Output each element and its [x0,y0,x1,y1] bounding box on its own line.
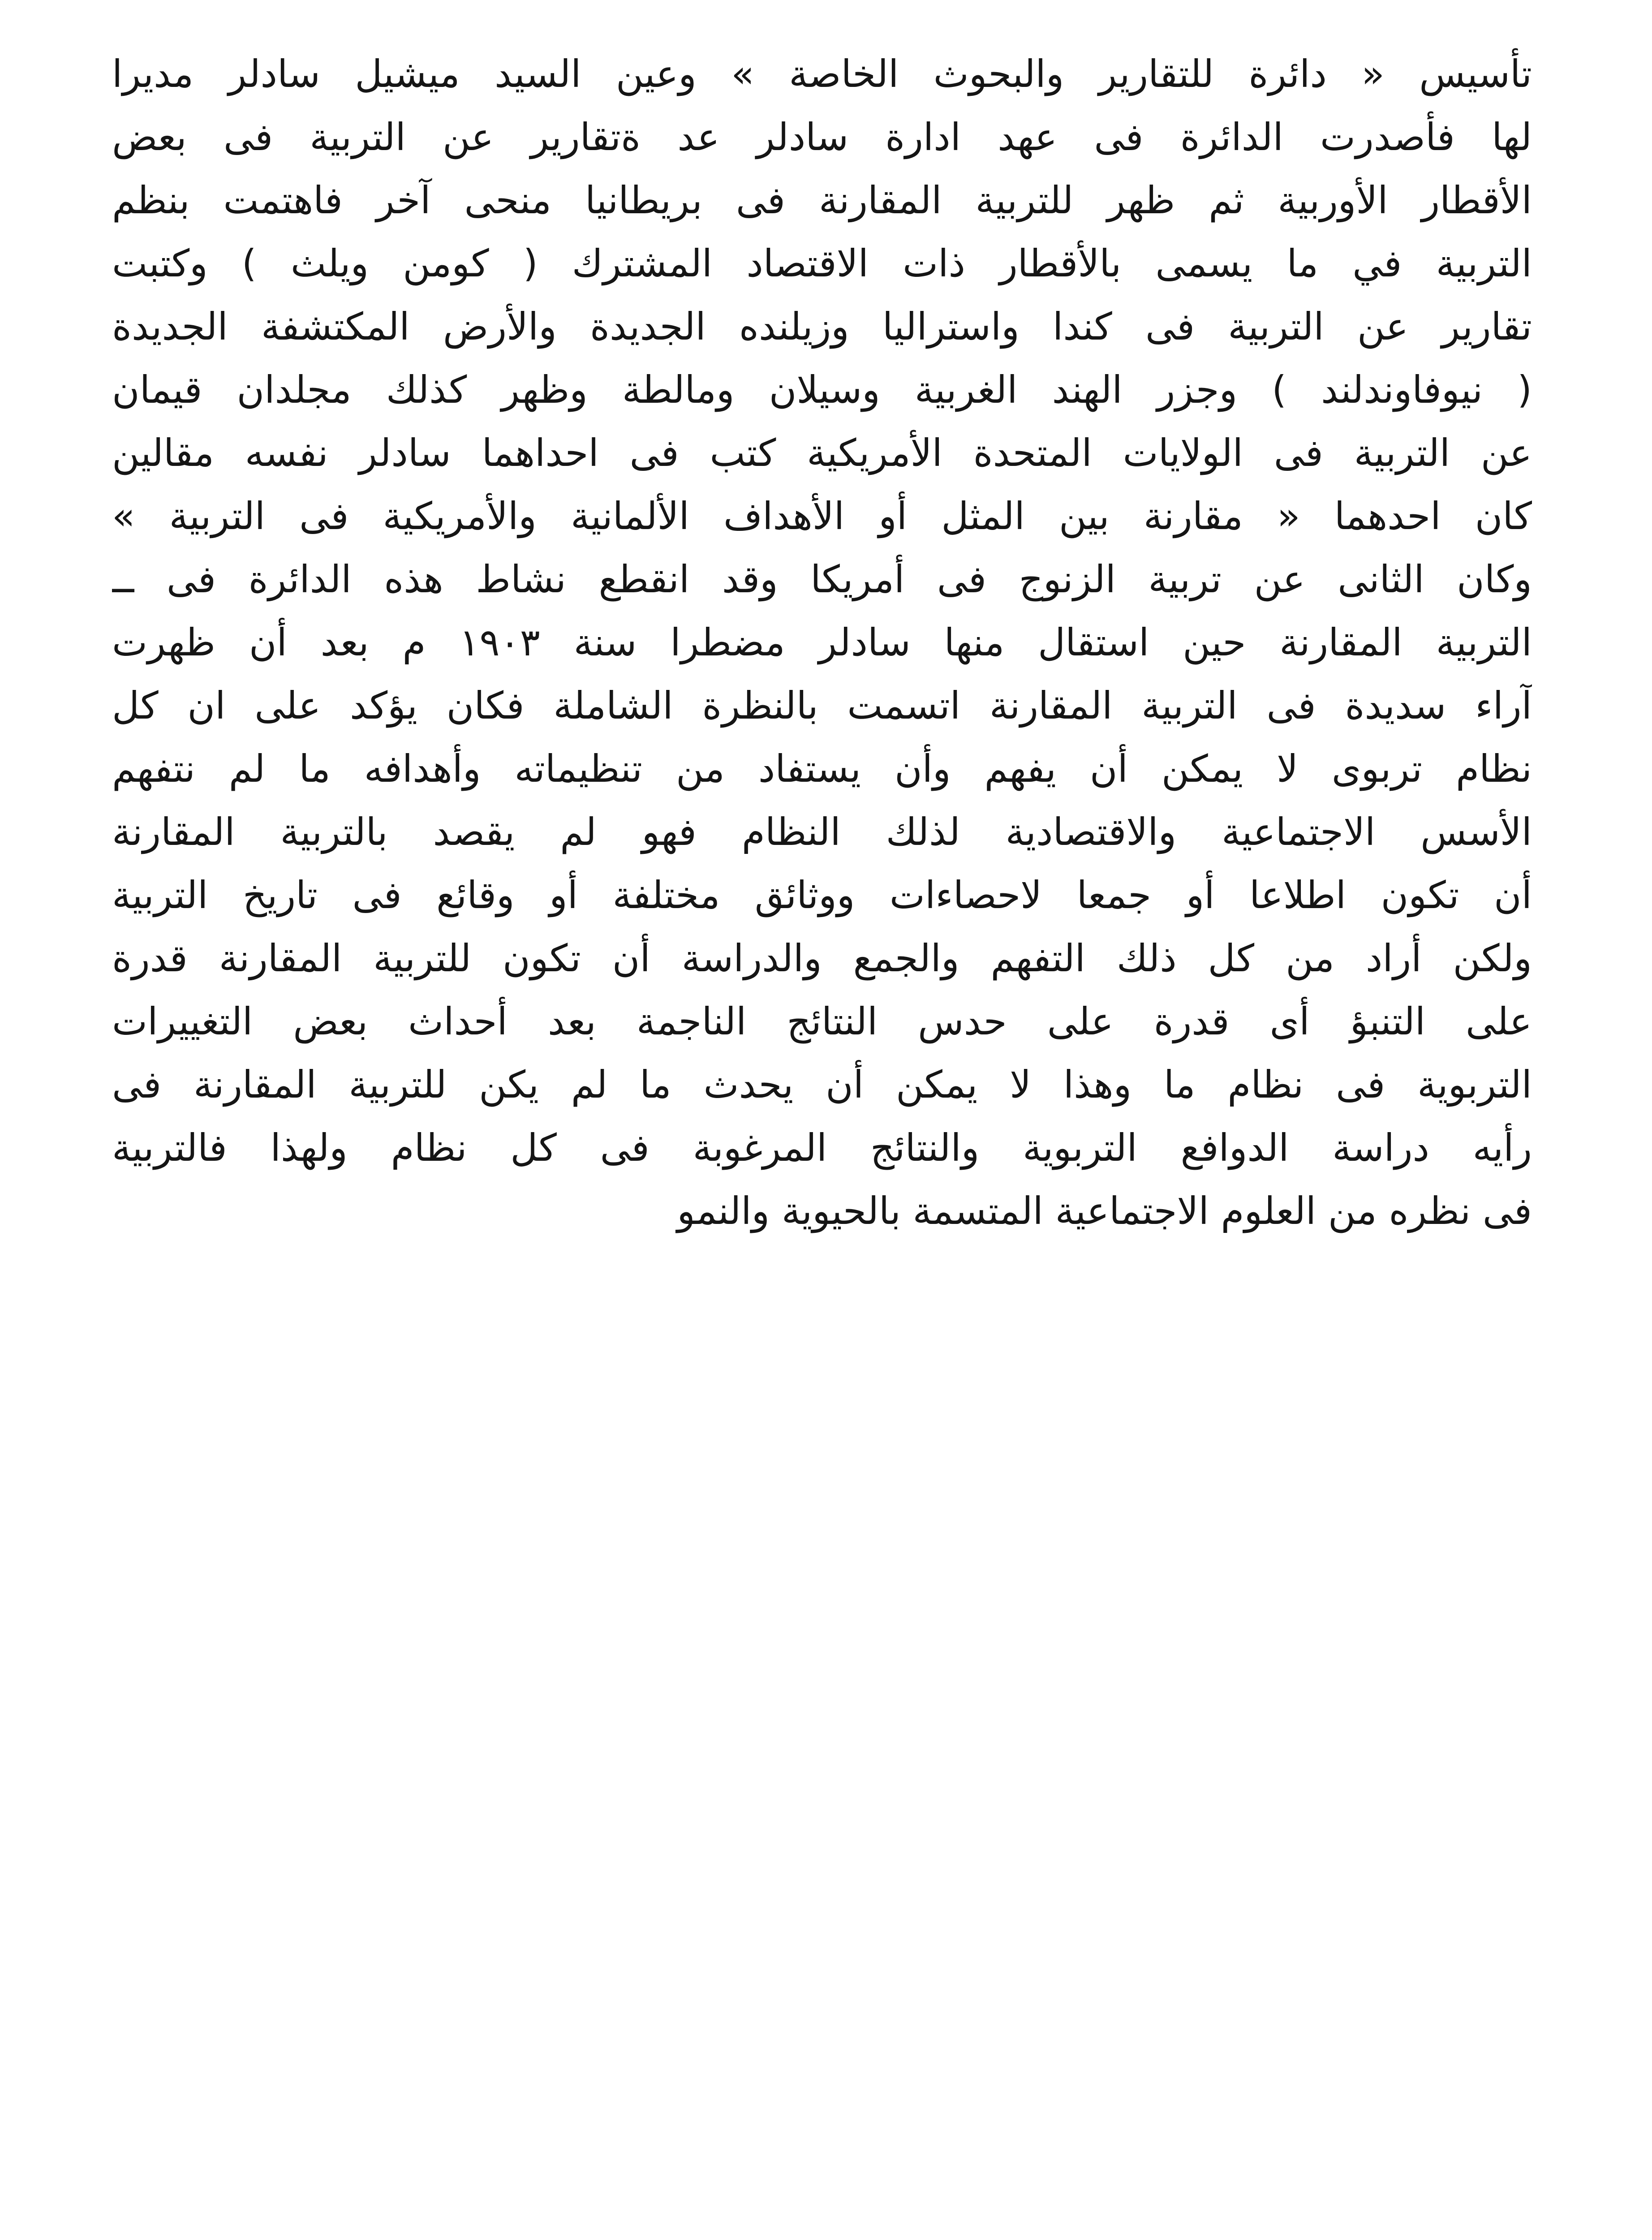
text-line: تأسيس « دائرة للتقارير والبحوث الخاصة » وعين السيد ميشيل سادلر مديرا [112,52,1532,96]
text-line: التربية المقارنة حين استقال منها سادلر مضطرا سنة ١٩٠٣ م بعد أن ظهرت [112,620,1532,664]
text-line: الأسس الاجتماعية والاقتصادية لذلك النظام فهو لم يقصد بالتربية المقارنة [112,810,1532,854]
text-line: فى نظره من العلوم الاجتماعية المتسمة بالحيوية والنمو [677,1189,1532,1233]
text-line: أن تكون اطلاعا أو جمعا لاحصاءات ووثائق مختلفة أو وقائع فى تاريخ التربية [112,873,1532,917]
text-line: ولكن أراد من كل ذلك التفهم والجمع والدراسة أن تكون للتربية المقارنة قدرة [112,936,1532,980]
text-line: وكان الثانى عن تربية الزنوج فى أمريكا وقد انقطع نشاط هذه الدائرة فى ــ [112,557,1532,601]
text-line: التربية في ما يسمى بالأقطار ذات الاقتصاد المشترك ( كومن ويلث ) وكتبت [112,241,1532,285]
text-line: نظام تربوى لا يمكن أن يفهم وأن يستفاد من تنظيماته وأهدافه ما لم نتفهم [112,747,1532,791]
text-line: رأيه دراسة الدوافع التربوية والنتائج المرغوبة فى كل نظام ولهذا فالتربية [112,1126,1532,1170]
text-line: التربوية فى نظام ما وهذا لا يمكن أن يحدث ما لم يكن للتربية المقارنة فى [112,1063,1532,1107]
text-line: لها فأصدرت الدائرة فى عهد ادارة سادلر عد ةتقارير عن التربية فى بعض [112,115,1532,159]
text-line: على التنبؤ أى قدرة على حدس النتائج الناجمة بعد أحداث بعض التغييرات [112,999,1532,1043]
text-line: تقارير عن التربية فى كندا واستراليا وزيلنده الجديدة والأرض المكتشفة الجديدة [112,305,1532,349]
text-line: عن التربية فى الولايات المتحدة الأمريكية كتب فى احداهما سادلر نفسه مقالين [112,431,1532,475]
text-line: آراء سديدة فى التربية المقارنة اتسمت بالنظرة الشاملة فكان يؤكد على ان كل [112,684,1532,728]
body-text [112,43,1532,1243]
text-line: كان احدهما « مقارنة بين المثل أو الأهداف الألمانية والأمريكية فى التربية » [112,494,1532,538]
text-line: ( نيوفاوندلند ) وجزر الهند الغربية وسيلان ومالطة وظهر كذلك مجلدان قيمان [112,368,1532,412]
text-line: الأقطار الأوربية ثم ظهر للتربية المقارنة فى بريطانيا منحى آخر فاهتمت بنظم [112,178,1532,222]
